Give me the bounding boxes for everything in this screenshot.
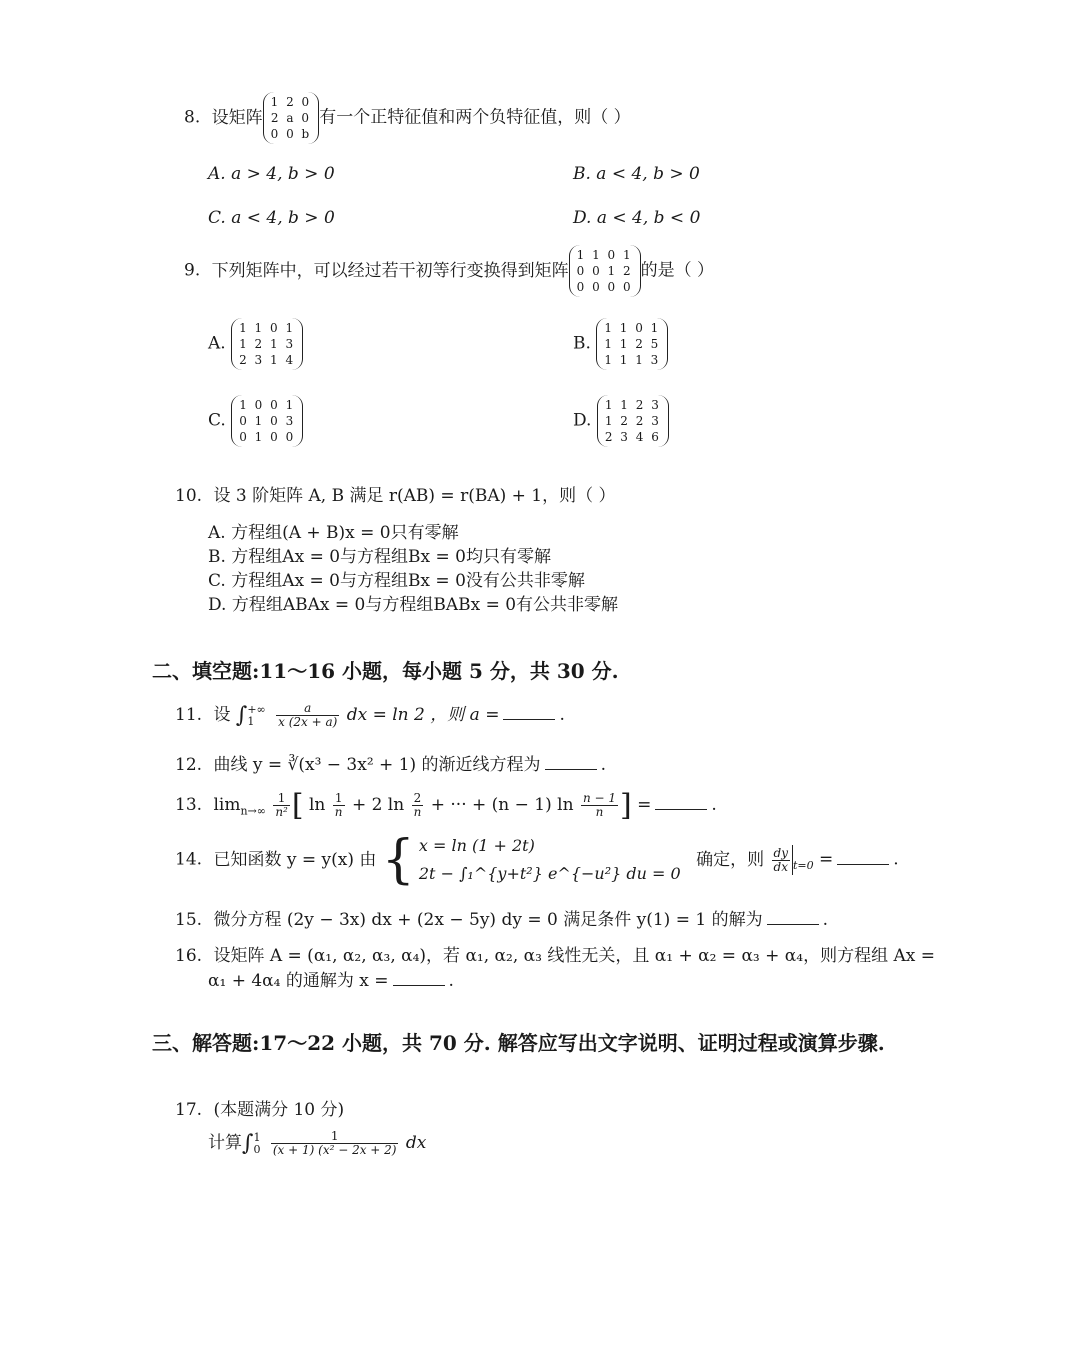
q15-end: . <box>822 910 828 930</box>
matrix-row: 1 1 1 3 <box>604 353 661 367</box>
matrix-row: 1 2 2 3 <box>604 414 661 428</box>
q9-option-a-matrix <box>231 318 303 370</box>
q8-option-c: C. a < 4, b > 0 <box>208 208 335 228</box>
section-3-heading: 三、解答题:17～22 小题，共 70 分. 解答应写出文字说明、证明过程或演算步骤. <box>152 1031 885 1055</box>
q9-matrix <box>569 245 641 297</box>
q8-lead: 设矩阵 <box>211 107 263 128</box>
q16-answer-blank <box>393 984 445 986</box>
q10-option-b: B. 方程组Ax = 0与方程组Bx = 0均只有零解 <box>208 547 551 567</box>
q14-d-den: dx <box>773 859 788 874</box>
matrix-row: 0 1 0 0 <box>239 430 296 444</box>
question-9 <box>184 245 714 297</box>
q13-fb-num: 2 <box>412 792 424 806</box>
q14-derivative <box>772 847 790 874</box>
q17-upper-limit: 1 <box>253 1130 261 1144</box>
q11-lead: 设 <box>213 705 231 725</box>
q11-lower-limit: 1 <box>247 714 255 728</box>
q13-frac-b <box>412 792 424 819</box>
q8-tail: 有一个正特征值和两个负特征值，则（ ） <box>319 107 631 128</box>
q10-number: 10. <box>175 486 203 506</box>
q14-line-1: x = ln (1 + 2t) <box>418 836 535 855</box>
q14-brace: { <box>381 830 415 890</box>
matrix-row: 2 3 1 4 <box>239 353 296 367</box>
q17-number: 17. <box>175 1100 203 1120</box>
question-11 <box>175 700 565 729</box>
question-16-cont <box>208 966 454 991</box>
question-16 <box>175 941 935 966</box>
question-17 <box>175 1095 344 1120</box>
q13-end: . <box>711 795 717 815</box>
q13-fb-den: n <box>413 805 422 819</box>
matrix-row: 2 a 0 <box>270 111 311 125</box>
q17-fraction <box>271 1130 399 1157</box>
question-15 <box>175 905 828 930</box>
q13-frac-a <box>333 792 345 819</box>
matrix-row: 2 3 4 6 <box>604 430 661 444</box>
q13-number: 13. <box>175 795 203 815</box>
q9-number: 9. <box>184 260 201 281</box>
q10-stem: 设 3 阶矩阵 A, B 满足 r(AB) = r(BA) + 1，则（ ） <box>213 486 616 506</box>
q17-expression <box>208 1128 426 1157</box>
q11-number: 11. <box>175 705 203 725</box>
q11-numerator: a <box>276 702 339 716</box>
q17-lower-limit: 0 <box>253 1142 261 1156</box>
matrix-row: 1 1 0 1 <box>239 321 296 335</box>
q12-text: 曲线 y = ∛(x³ − 3x² + 1) 的渐近线方程为 <box>213 755 541 775</box>
q13-fa-den: n <box>334 805 343 819</box>
matrix-row: 0 0 b <box>270 127 312 141</box>
q14-d-num: dy <box>773 845 788 860</box>
q14-eq: = <box>819 849 834 870</box>
q13-frac-1 <box>273 792 290 819</box>
matrix-row: 0 1 0 3 <box>239 414 296 428</box>
q10-option-d: D. 方程组ABAx = 0与方程组BABx = 0有公共非零解 <box>208 595 619 615</box>
option-label: C. <box>208 410 226 431</box>
q14-line-2: 2t − ∫₁^{y+t²} e^{−u²} du = 0 <box>418 864 681 883</box>
q13-lim-sub: n→∞ <box>240 804 266 818</box>
q13-frac-c <box>581 792 618 819</box>
q9-option-d <box>573 395 669 447</box>
q14-eval-at: t=0 <box>792 858 814 872</box>
q14-mid: 确定，则 <box>696 849 765 870</box>
q9-option-c <box>208 395 303 447</box>
q14-lead: 已知函数 y = y(x) 由 <box>213 849 377 870</box>
matrix-row: 1 2 0 <box>270 95 312 109</box>
matrix-row: 0 0 0 0 <box>576 280 633 294</box>
matrix-row: 1 2 1 3 <box>239 337 296 351</box>
q10-option-a: A. 方程组(A + B)x = 0只有零解 <box>208 523 459 543</box>
q9-option-d-matrix <box>597 395 669 447</box>
q12-end: . <box>600 755 606 775</box>
q9-tail: 的是（ ） <box>640 260 715 281</box>
matrix-row: 1 1 0 1 <box>576 248 633 262</box>
q11-integral-sign: ∫ <box>235 703 248 728</box>
section-2-heading: 二、填空题:11～16 小题，每小题 5 分，共 30 分. <box>152 659 619 683</box>
q12-answer-blank <box>545 768 597 770</box>
question-13 <box>175 788 717 823</box>
q14-system <box>419 832 681 888</box>
q8-option-b: B. a < 4, b > 0 <box>573 164 700 184</box>
q9-option-c-matrix <box>231 395 303 447</box>
q11-rest: dx = ln 2 ，则 a = <box>346 705 500 725</box>
q11-upper-limit: +∞ <box>247 702 266 716</box>
q17-numerator: 1 <box>271 1130 399 1144</box>
q17-dx: dx <box>405 1133 427 1153</box>
option-label: D. <box>573 410 592 431</box>
q14-answer-blank <box>837 863 889 865</box>
q13-f1-num: 1 <box>273 792 290 806</box>
q11-denominator: x (2x + a) <box>278 715 338 729</box>
q13-lim: lim <box>213 795 241 815</box>
q17-integral-sign: ∫ <box>242 1131 254 1156</box>
question-12 <box>175 750 606 775</box>
q15-answer-blank <box>767 923 819 925</box>
q9-lead: 下列矩阵中，可以经过若干初等行变换得到矩阵 <box>211 260 569 281</box>
q13-fa-num: 1 <box>333 792 345 806</box>
q14-end: . <box>893 849 899 870</box>
q9-option-a <box>208 318 303 370</box>
q16-line-1: 设矩阵 A = (α₁, α₂, α₃, α₄)，若 α₁, α₂, α₃ 线性无关，且 α₁ + α₂ = α₃ + α₄，则方程组 Ax = <box>213 946 936 966</box>
question-14 <box>175 832 899 888</box>
question-8 <box>184 92 631 144</box>
q13-body-1: ln <box>309 795 326 815</box>
matrix-row: 1 1 0 1 <box>604 321 661 335</box>
q9-option-b-matrix <box>596 318 668 370</box>
q8-option-a: A. a > 4, b > 0 <box>208 164 335 184</box>
q16-line-2: α₁ + 4α₄ 的通解为 x = <box>208 971 389 991</box>
option-label: A. <box>208 333 226 354</box>
q15-number: 15. <box>175 910 203 930</box>
q16-number: 16. <box>175 946 203 966</box>
q17-lead: 计算 <box>208 1133 242 1153</box>
matrix-row: 1 1 2 5 <box>604 337 661 351</box>
q17-score: (本题满分 10 分) <box>213 1100 345 1120</box>
q10-option-c: C. 方程组Ax = 0与方程组Bx = 0没有公共非零解 <box>208 571 585 591</box>
option-label: B. <box>573 333 591 354</box>
question-10 <box>175 481 616 506</box>
q8-option-d: D. a < 4, b < 0 <box>573 208 701 228</box>
q13-right-bracket: ] <box>620 788 632 823</box>
q9-option-b <box>573 318 668 370</box>
q14-number: 14. <box>175 849 203 870</box>
q12-number: 12. <box>175 755 203 775</box>
matrix-row: 1 0 0 1 <box>239 398 296 412</box>
q15-text: 微分方程 (2y − 3x) dx + (2x − 5y) dy = 0 满足条件 y(1) = 1 的解为 <box>213 910 763 930</box>
q13-answer-blank <box>655 808 707 810</box>
q11-answer-blank <box>503 718 555 720</box>
q13-body-2: + 2 ln <box>351 795 405 815</box>
q16-end: . <box>448 971 454 991</box>
matrix-row: 1 1 2 3 <box>604 398 661 412</box>
q13-eq: = <box>637 795 652 815</box>
q13-body-3: + ··· + (n − 1) ln <box>430 795 574 815</box>
q13-left-bracket: [ <box>291 788 304 823</box>
q13-f1-den: n² <box>275 805 288 819</box>
q8-number: 8. <box>184 107 201 128</box>
q11-fraction <box>276 702 339 729</box>
q11-end: . <box>559 705 565 725</box>
q13-fc-num: n − 1 <box>582 791 616 805</box>
matrix-row: 0 0 1 2 <box>576 264 633 278</box>
q8-matrix <box>263 92 320 144</box>
q17-denominator: (x + 1) (x² − 2x + 2) <box>272 1143 397 1157</box>
q13-fc-den: n <box>595 805 604 819</box>
